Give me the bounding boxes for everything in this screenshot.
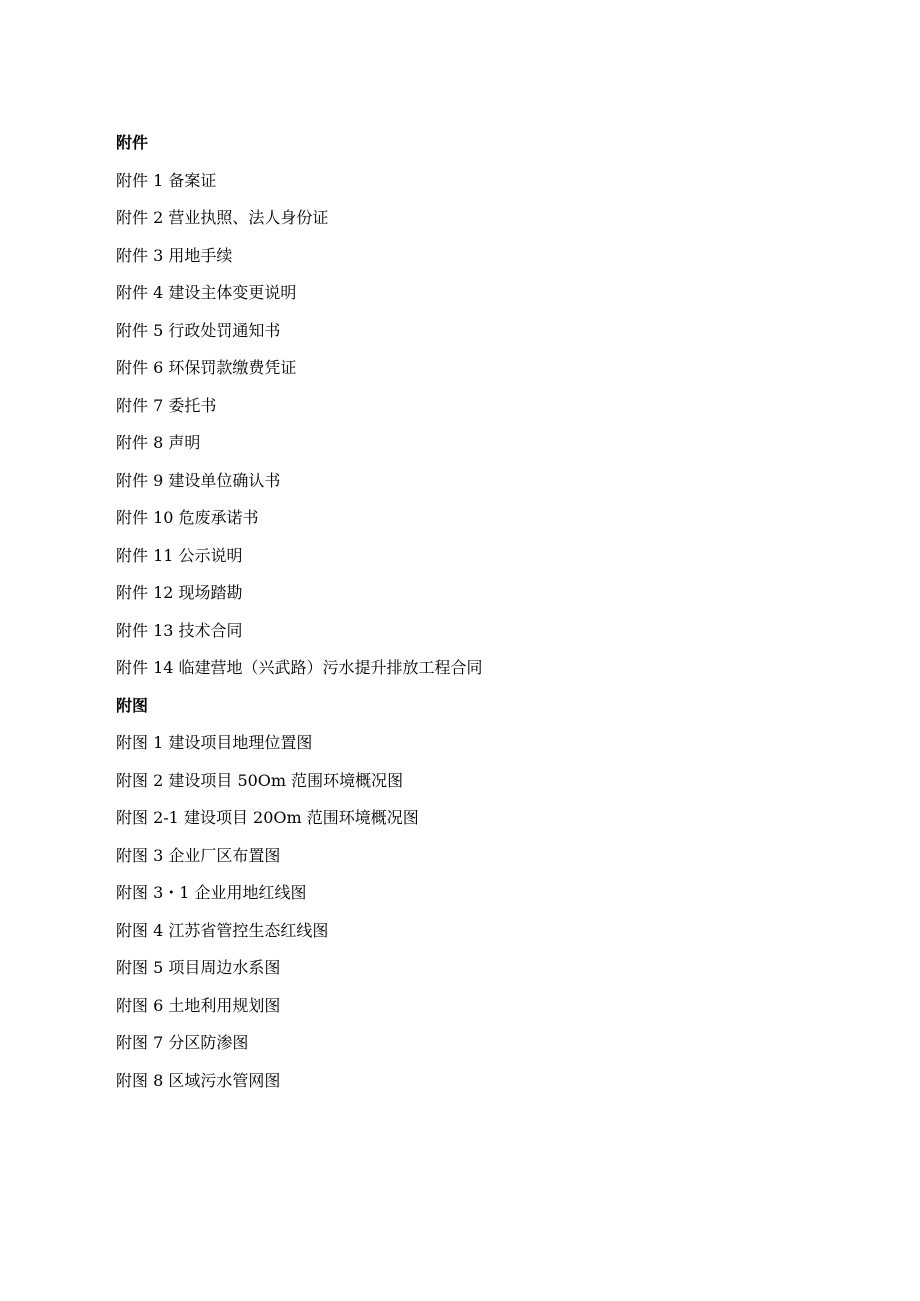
attachment-item: 附件 8 声明 <box>116 433 201 452</box>
figure-item: 附图 4 江苏省管控生态红线图 <box>116 920 329 940</box>
figures-heading: 附图 <box>116 695 149 715</box>
figure-item: 附图 5 项目周边水系图 <box>116 958 281 977</box>
figure-item: 附图 6 土地利用规划图 <box>116 995 281 1015</box>
attachment-item: 附件 12 现场踏勘 <box>116 583 243 602</box>
attachment-item: 附件 10 危废承诺书 <box>116 508 259 527</box>
attachment-item: 附件 1 备案证 <box>116 170 217 190</box>
figure-item: 附图 8 区域污水管网图 <box>116 1070 281 1090</box>
attachment-item: 附件 14 临建营地（兴武路）污水提升排放工程合同 <box>116 658 483 677</box>
attachment-item: 附件 3 用地手续 <box>116 245 233 265</box>
figure-item: 附图 2-1 建设项目 20Om 范围环境概况图 <box>116 808 419 827</box>
attachments-heading: 附件 <box>116 133 149 152</box>
figure-item: 附图 1 建设项目地理位置图 <box>116 733 313 752</box>
figure-item: 附图 3・1 企业用地红线图 <box>116 883 307 902</box>
document-page <box>116 131 876 1106</box>
attachment-item: 附件 11 公示说明 <box>116 545 243 565</box>
attachment-item: 附件 2 营业执照、法人身份证 <box>116 208 329 227</box>
figure-item: 附图 2 建设项目 50Om 范围环境概况图 <box>116 770 404 790</box>
attachment-item: 附件 4 建设主体变更说明 <box>116 283 297 302</box>
figure-item: 附图 3 企业厂区布置图 <box>116 845 281 865</box>
attachment-item: 附件 5 行政处罚通知书 <box>116 320 281 340</box>
attachment-item: 附件 7 委托书 <box>116 395 217 415</box>
attachment-item: 附件 13 技术合同 <box>116 620 243 640</box>
attachment-item: 附件 6 环保罚款缴费凭证 <box>116 358 297 377</box>
attachment-item: 附件 9 建设单位确认书 <box>116 470 281 490</box>
figure-item: 附图 7 分区防渗图 <box>116 1033 249 1052</box>
